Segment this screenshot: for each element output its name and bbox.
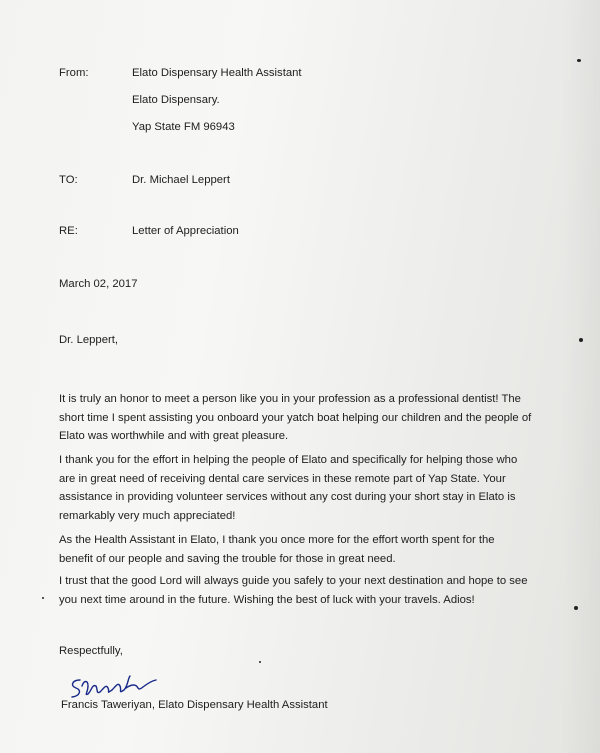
paragraph-line: Elato was worthwhile and with great pleasure. bbox=[59, 430, 289, 442]
from-line-1: Elato Dispensary Health Assistant bbox=[132, 67, 302, 79]
paragraph-3 bbox=[59, 531, 554, 568]
paragraph-line: short time I spent assisting you onboard your yatch boat helping our children and the people of bbox=[59, 411, 532, 424]
paragraph-line: It is truly an honor to meet a person like you in your profession as a professional dentist! The bbox=[59, 393, 521, 405]
paragraph-4 bbox=[59, 572, 554, 609]
paragraph-line: you next time around in the future. Wishing the best of luck with your travels. Adios! bbox=[59, 593, 475, 606]
re-value: Letter of Appreciation bbox=[132, 225, 239, 237]
paragraph-line: benefit of our people and saving the trouble for those in great need. bbox=[59, 552, 396, 565]
paragraph-2 bbox=[59, 451, 554, 525]
closing: Respectfully, bbox=[59, 645, 123, 657]
signer-name: Francis Taweriyan, Elato Dispensary Health Assistant bbox=[61, 699, 328, 711]
paper-shade bbox=[560, 0, 600, 753]
paragraph-line: I thank you for the effort in helping the people of Elato and specifically for helping those who bbox=[59, 454, 518, 466]
paragraph-line: remarkably very much appreciated! bbox=[59, 509, 236, 522]
paragraph-line: are in great need of receiving dental care services in these remote part of Yap State. Your bbox=[59, 472, 506, 485]
paragraph-1 bbox=[59, 390, 554, 446]
from-label: From: bbox=[59, 67, 89, 79]
salutation: Dr. Leppert, bbox=[59, 334, 119, 346]
from-line-2: Elato Dispensary. bbox=[132, 94, 220, 106]
paragraph-line: assistance in providing volunteer services without any cost during your short stay in Elato is bbox=[59, 491, 516, 503]
speck-mark bbox=[259, 661, 261, 663]
letter-date: March 02, 2017 bbox=[59, 278, 138, 290]
speck-mark bbox=[577, 59, 581, 62]
speck-mark bbox=[579, 338, 583, 342]
speck-mark bbox=[574, 606, 578, 610]
to-label: TO: bbox=[59, 174, 78, 186]
to-value: Dr. Michael Leppert bbox=[132, 174, 230, 186]
paragraph-line: As the Health Assistant in Elato, I thank you once more for the effort worth spent for the bbox=[59, 534, 495, 546]
speck-mark bbox=[42, 597, 44, 599]
paragraph-line: I trust that the good Lord will always guide you safely to your next destination and hope to see bbox=[59, 575, 528, 587]
from-line-3: Yap State FM 96943 bbox=[132, 121, 235, 133]
re-label: RE: bbox=[59, 225, 78, 237]
